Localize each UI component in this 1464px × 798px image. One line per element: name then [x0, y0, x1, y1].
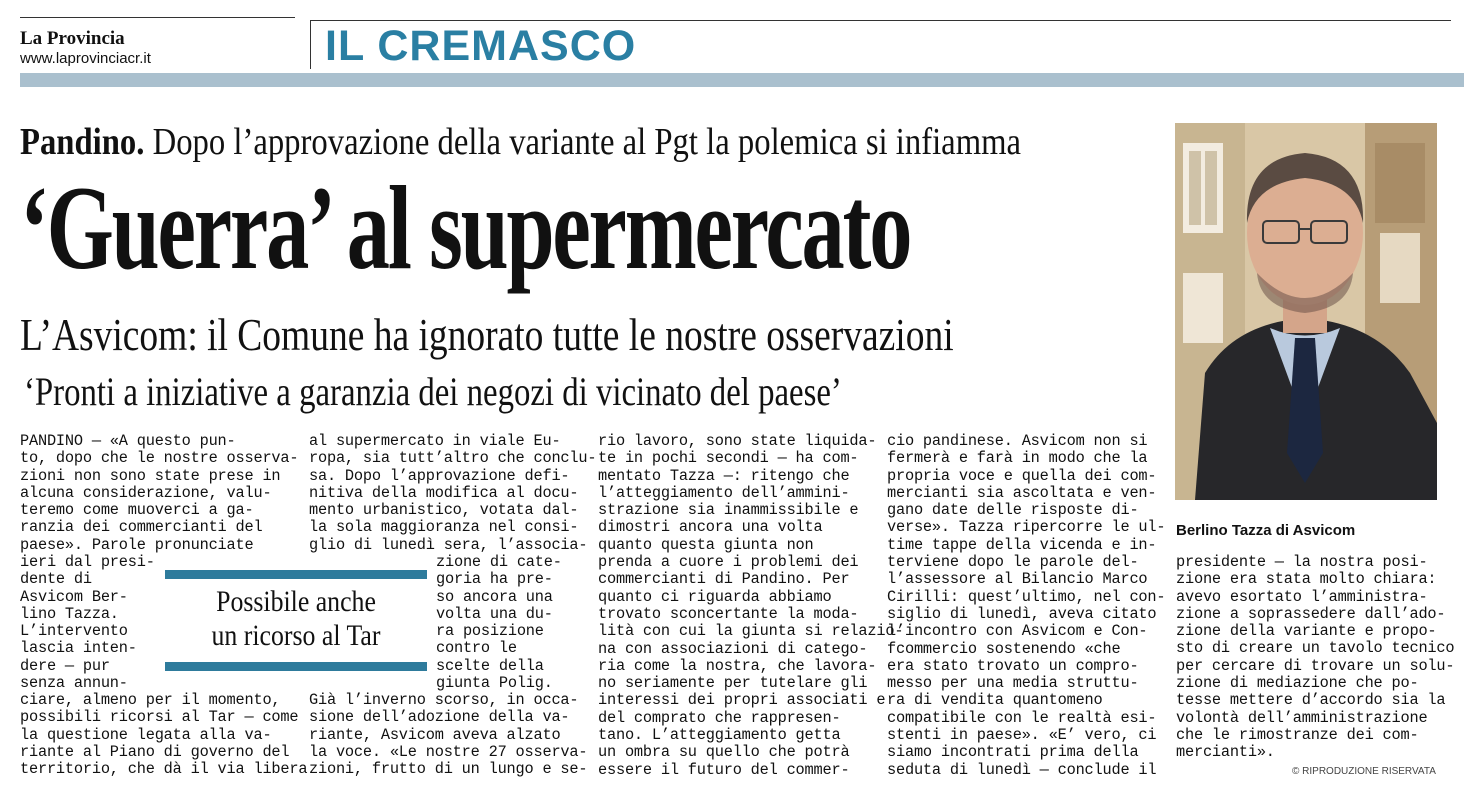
text-line: essere il futuro del commer-	[598, 760, 850, 779]
text-line: dimostri ancora una volta	[598, 518, 823, 537]
portrait-photo	[1175, 123, 1437, 500]
text-line: nitiva della modifica al docu-	[309, 483, 579, 502]
text-line: fermerà e farà in modo che la	[887, 449, 1148, 468]
text-line: no seriamente per tutelare gli	[598, 674, 868, 693]
text-line: quanto questa giunta non	[598, 535, 814, 554]
text-line: zione a soprassedere dall’ado-	[1176, 604, 1446, 623]
body-column-4	[887, 433, 1165, 779]
text-line: presidente — la nostra posi-	[1176, 553, 1428, 571]
text-line: tano. L’atteggiamento getta	[598, 726, 841, 745]
text-line: rio lavoro, sono state liquida-	[598, 432, 877, 450]
text-line: possibili ricorsi al Tar — come	[20, 708, 299, 727]
pull-quote	[183, 585, 408, 653]
pull-quote-line-1: Possibile anche	[216, 585, 376, 618]
subheadline: L’Asvicom: il Comune ha ignorato tutte le nostre osservazioni	[20, 309, 954, 360]
body-column-1-bottom	[20, 692, 307, 778]
text-line: era stato trovato un compro-	[887, 656, 1139, 675]
text-line: l’atteggiamento dell’ammini-	[598, 483, 850, 502]
text-line: zione era stata molto chiara:	[1176, 570, 1437, 589]
text-line: interessi dei propri associati e	[598, 691, 886, 710]
body-column-2-bottom	[309, 692, 587, 778]
text-line: ieri dal presi-	[20, 553, 155, 571]
body-column-1-narrow	[20, 554, 155, 692]
text-line: sione dell’adozione della va-	[309, 708, 570, 727]
text-line: siamo incontrati prima della	[887, 743, 1139, 762]
text-line: fcommercio sostenendo «che	[887, 639, 1121, 658]
text-line: giunta Polig.	[436, 674, 553, 693]
text-line: alcuna considerazione, valu-	[20, 483, 272, 502]
text-line: ra posizione	[436, 622, 544, 641]
kicker-place: Pandino.	[20, 121, 145, 163]
text-line: zioni, frutto di un lungo e se-	[309, 760, 588, 779]
text-line: Già l’inverno scorso, in occa-	[309, 691, 579, 709]
text-line: sa. Dopo l’approvazione defi-	[309, 466, 570, 485]
text-line: l’incontro con Asvicom e Con-	[887, 622, 1148, 641]
text-line: time tappe della vicenda e in-	[887, 535, 1157, 554]
text-line: avevo esortato l’amministra-	[1176, 587, 1428, 606]
header-band	[20, 73, 1464, 87]
text-line: zione di mediazione che po-	[1176, 674, 1419, 693]
body-column-1-top	[20, 433, 298, 554]
masthead-rule	[20, 17, 295, 18]
text-line: paese». Parole pronunciate	[20, 535, 254, 554]
text-line: volontà dell’amministrazione	[1176, 708, 1428, 727]
text-line: siglio di lunedì, aveva citato	[887, 604, 1157, 623]
text-line: glio di lunedì sera, l’associa-	[309, 535, 588, 554]
text-line: goria ha pre-	[436, 570, 553, 589]
text-line: seduta di lunedì — conclude il	[887, 760, 1157, 779]
text-line: trovato sconcertante la moda-	[598, 604, 859, 623]
kicker-text: Dopo l’approvazione della variante al Pgt la polemica si infiamma	[152, 121, 1022, 163]
text-line: Cirilli: quest’ultimo, nel con-	[887, 587, 1166, 606]
text-line: volta una du-	[436, 604, 553, 623]
text-line: te in pochi secondi — ha com-	[598, 449, 859, 468]
body-column-5	[1176, 554, 1454, 762]
text-line: zione della variante e propo-	[1176, 622, 1437, 641]
text-line: Asvicom Ber-	[20, 587, 128, 606]
text-line: zione di cate-	[436, 553, 562, 571]
text-line: tesse mettere d’accordo sia la	[1176, 691, 1446, 710]
text-line: lascia inten-	[20, 639, 137, 658]
text-line: ra di vendita quantomeno	[887, 691, 1103, 710]
text-line: ranzia dei commercianti del	[20, 518, 263, 537]
text-line: to, dopo che le nostre osserva-	[20, 449, 299, 468]
subheadline-secondary: ‘Pronti a iniziative a garanzia dei negozi di vicinato del paese’	[24, 369, 842, 414]
text-line: ciare, almeno per il momento,	[20, 691, 281, 709]
text-line: la sola maggioranza nel consi-	[309, 518, 579, 537]
text-line: PANDINO — «A questo pun-	[20, 432, 236, 450]
text-line: contro le	[436, 639, 517, 658]
text-line: riante, Asvicom aveva alzato	[309, 725, 561, 744]
kicker	[20, 120, 1021, 164]
text-line: messo per una media struttu-	[887, 674, 1139, 693]
text-line: che le rimostranze dei com-	[1176, 725, 1419, 744]
text-line: verse». Tazza ripercorre le ul-	[887, 518, 1166, 537]
text-line: la questione legata alla va-	[20, 725, 272, 744]
text-line: mentato Tazza —: ritengo che	[598, 466, 850, 485]
text-line: commercianti di Pandino. Per	[598, 570, 850, 589]
text-line: zioni non sono state prese in	[20, 466, 281, 485]
text-line: lità con cui la giunta si relazio-	[598, 622, 904, 641]
text-line: compatibile con le realtà esi-	[887, 708, 1157, 727]
text-line: prenda a cuore i problemi dei	[598, 553, 859, 572]
text-line: terviene dopo le parole del-	[887, 553, 1139, 572]
text-line: senza annun-	[20, 674, 128, 693]
pull-quote-top-band	[165, 570, 427, 579]
text-line: propria voce e quella dei com-	[887, 466, 1157, 485]
text-line: so ancora una	[436, 587, 553, 606]
copyright-notice: © RIPRODUZIONE RISERVATA	[1292, 766, 1436, 777]
text-line: L’intervento	[20, 622, 128, 641]
pull-quote-bottom-band	[165, 662, 427, 671]
text-line: lino Tazza.	[20, 604, 119, 623]
text-line: ria come la nostra, che lavora-	[598, 656, 877, 675]
headline: ‘Guerra’ al supermercato	[20, 161, 911, 294]
text-line: un ombra su quello che potrà	[598, 743, 850, 762]
text-line: al supermercato in viale Eu-	[309, 432, 561, 450]
newspaper-name: La Provincia	[20, 28, 125, 49]
text-line: per cercare di trovare un solu-	[1176, 656, 1455, 675]
section-title: IL CREMASCO	[325, 22, 637, 70]
text-line: cio pandinese. Asvicom non si	[887, 432, 1148, 450]
text-line: teremo come muoverci a ga-	[20, 501, 254, 520]
text-line: mercianti sia ascoltata e ven-	[887, 483, 1157, 502]
portrait-illustration	[1175, 123, 1437, 500]
text-line: strazione sia inammissibile e	[598, 501, 859, 520]
text-line: dere — pur	[20, 656, 110, 675]
text-line: mercianti».	[1176, 743, 1275, 762]
text-line: sto di creare un tavolo tecnico	[1176, 639, 1455, 658]
body-column-2-narrow	[436, 554, 562, 692]
text-line: gano date delle risposte di-	[887, 501, 1139, 520]
text-line: l’assessore al Bilancio Marco	[887, 570, 1148, 589]
text-line: del comprato che rappresen-	[598, 708, 841, 727]
text-line: ropa, sia tutt’altro che conclu-	[309, 449, 597, 468]
newspaper-url: www.laprovinciacr.it	[20, 50, 151, 67]
text-line: stenti in paese». «E’ vero, ci	[887, 726, 1157, 745]
text-line: scelte della	[436, 656, 544, 675]
text-line: na con associazioni di catego-	[598, 639, 868, 658]
body-column-2-top	[309, 433, 596, 554]
text-line: la voce. «Le nostre 27 osserva-	[309, 742, 588, 761]
text-line: dente di	[20, 570, 92, 589]
body-column-3	[598, 433, 903, 779]
pull-quote-line-2: un ricorso al Tar	[211, 619, 381, 652]
photo-caption: Berlino Tazza di Asvicom	[1176, 522, 1356, 539]
text-line: riante al Piano di governo del	[20, 742, 290, 761]
text-line: territorio, che dà il via libera	[20, 760, 308, 779]
text-line: quanto ci riguarda abbiamo	[598, 587, 832, 606]
text-line: mento urbanistico, votata dal-	[309, 501, 579, 520]
